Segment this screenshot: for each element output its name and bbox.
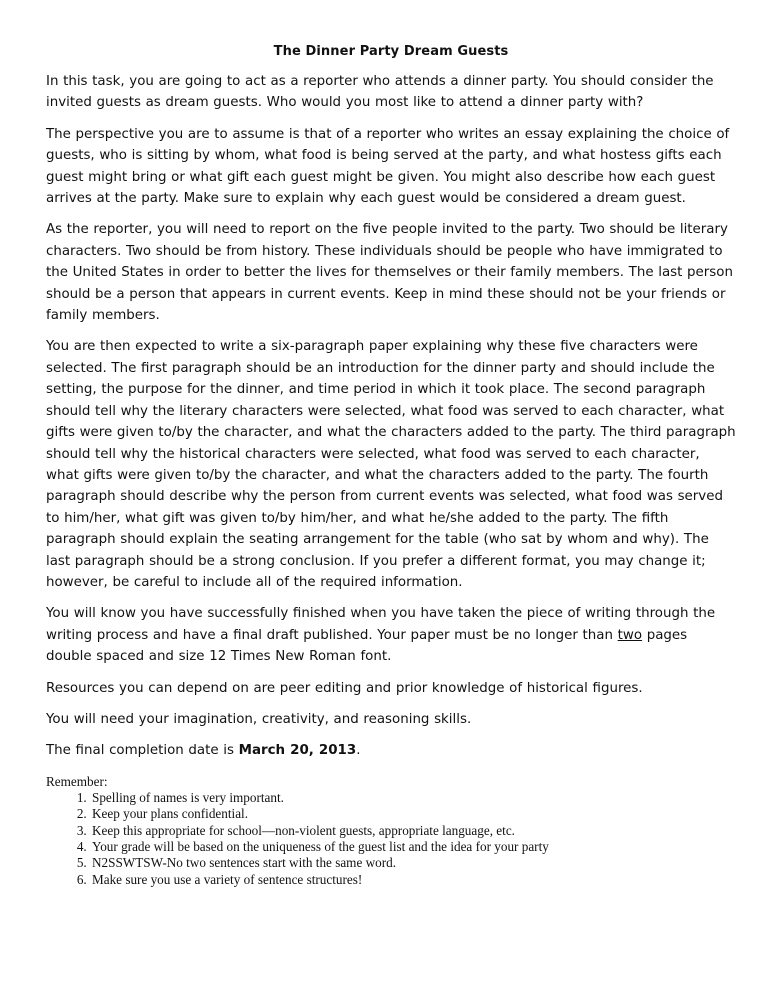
intro-paragraph: In this task, you are going to act as a reporter who attends a dinner party. You should consider the invited guests as dream guests. Who would you most like to attend a dinner party with? bbox=[46, 74, 714, 111]
list-item: 3. Keep this appropriate for school—non-violent guests, appropriate language, etc. bbox=[90, 823, 736, 839]
structure-paragraph: You are then expected to write a six-paragraph paper explaining why these five characters were selected. The first paragraph should be an introduction for the dinner party and should include the setting, the purpose for the dinner, and time period in which it took place. The second paragraph should tell why the literary characters were selected, what food was served to each character, what gifts were given to/by the character, and what the characters added to the party. The third paragraph should tell why the historical characters were selected, what food was served to each character, what gifts were given to/by the character, and what the characters added to the party. The fourth paragraph should describe why the person from current events was selected, what food was served to him/her, what gift was given to/by him/her, and what he/she added to the party. The fifth paragraph should explain the seating arrangement for the table (who sat by whom and why). The last paragraph should be a strong conclusion. If you prefer a different format, you may change it; however, be careful to include all of the required information. bbox=[46, 339, 736, 590]
remember-heading: Remember: bbox=[46, 773, 108, 789]
completion-text-end: pages double spaced and size 12 Times New Roman font. bbox=[46, 627, 688, 665]
list-item: 6. Make sure you use a variety of sentence structures! bbox=[90, 872, 736, 888]
remember-section bbox=[46, 774, 736, 888]
resources-paragraph: Resources you can depend on are peer editing and prior knowledge of historical figures. bbox=[46, 680, 643, 696]
document-page bbox=[46, 44, 736, 888]
document-title: The Dinner Party Dream Guests bbox=[273, 44, 509, 59]
list-item: 2. Keep your plans confidential. bbox=[90, 806, 736, 822]
remember-list bbox=[46, 790, 736, 888]
page-limit-underlined: two bbox=[617, 627, 643, 643]
due-date-text-start: The final completion date is bbox=[46, 743, 239, 759]
list-item: 4. Your grade will be based on the uniqueness of the guest list and the idea for your party bbox=[90, 839, 736, 855]
guests-paragraph: As the reporter, you will need to report on the five people invited to the party. Two should be literary characters. Two should be from history. These individuals should be people who have immigrated to the United States in order to better the lives for themselves or their family members. The last person should be a person that appears in current events. Keep in mind these should not be your friends or family members. bbox=[46, 222, 733, 324]
skills-paragraph: You will need your imagination, creativity, and reasoning skills. bbox=[46, 711, 472, 727]
due-date-text-end: . bbox=[356, 743, 361, 759]
list-item: 5. N2SSWTSW-No two sentences start with the same word. bbox=[90, 855, 736, 871]
perspective-paragraph: The perspective you are to assume is that of a reporter who writes an essay explaining the choice of guests, who is sitting by whom, what food is being served at the party, and what hostess gifts each guest might bring or what gift each guest might be given. You might also describe how each guest arrives at the party. Make sure to explain why each guest would be considered a dream guest. bbox=[46, 126, 730, 207]
completion-paragraph bbox=[46, 603, 736, 667]
completion-text-start: You will know you have successfully finished when you have taken the piece of writing through the writing process and have a final draft published. Your paper must be no longer than bbox=[46, 606, 716, 643]
list-item: 1. Spelling of names is very important. bbox=[90, 790, 736, 806]
due-date-paragraph bbox=[46, 740, 736, 761]
due-date-bold: March 20, 2013 bbox=[238, 743, 357, 759]
